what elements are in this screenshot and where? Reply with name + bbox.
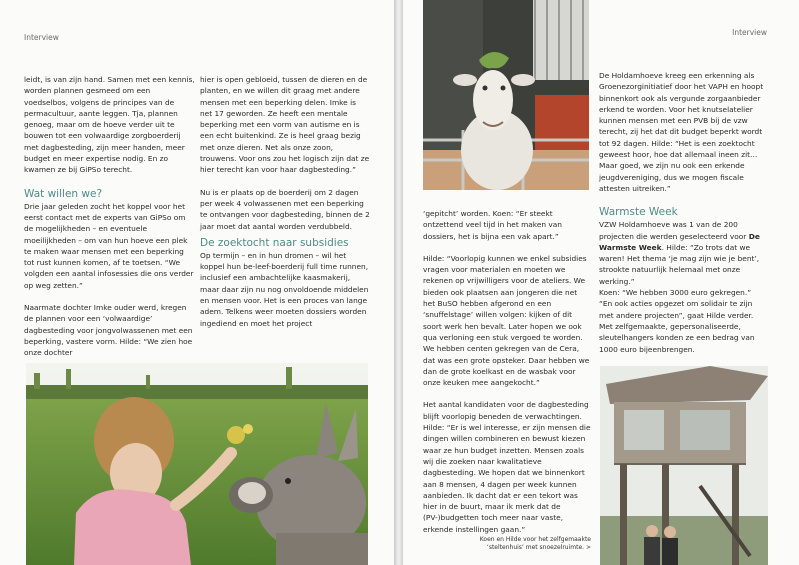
paragraph: “En ook acties opgezet om solidair te zijn met andere projecten”, gaat Hilde verder. — [599, 299, 754, 320]
caption-line: ‘steltenhuis’ met snoezelruimte. > — [486, 544, 591, 551]
paragraph — [599, 219, 769, 287]
running-head-left: Interview — [24, 33, 59, 42]
running-head-right: Interview — [732, 28, 767, 37]
paragraph: De Holdamhoeve kreeg een erkenning als Groenezorginitiatief door het VAPH en hoopt binnenkort ook als vergunde zorgaanbieder erkend te worden. Voor het knutselatelier kunnen mensen met een PVB bij de vzw terecht, zij het dat dit budget beperkt wordt tot 92 dagen. Hilde: “Het is een zoektocht geweest hoor, hoe dat allemaal ineen zit… Maar goed, we zijn nu ook een erkende jeugdvereniging, dus we mogen fiscale attesten uitreiken.” — [599, 71, 764, 193]
paragraph: hier is open gebloeid, tussen de dieren en de planten, en we willen dit graag met andere mensen met een beperking delen. Imke is net 17 geworden. Ze heeft een mentale beperking met een vorm van autisme en is een echt buitenkind. Ze is heel graag bezig met onze dieren. Net als onze zoon, trouwens. Voor ons zou het logisch zijn dat ze hier terecht kan voor haar dagbesteding.” — [200, 75, 370, 175]
text-bold: De Warmste Week — [599, 231, 760, 252]
photo-girl-donkey — [26, 363, 368, 565]
right-column-2 — [599, 70, 769, 355]
paragraph: ‘gepitcht’ worden. Koen: “Er steekt ontzettend veel tijd in het maken van dossiers, het is bijna een vak apart.” — [423, 209, 562, 241]
left-column-2 — [200, 74, 370, 340]
left-column-1 — [24, 74, 195, 370]
paragraph: Met zelfgemaakte, gepersonaliseerde, sleutelhangers konden ze een bedrag van 1000 euro bijeenbrengen. — [599, 321, 755, 354]
right-page — [403, 0, 799, 565]
paragraph: Koen: “We hebben 3000 euro gekregen.” — [599, 288, 752, 298]
paragraph: Hilde: “Voorlopig kunnen we enkel subsidies vragen voor materialen en moeten we rekenen op vrijwilligers voor de ateliers. We bieden ook plaatsen aan jongeren die net het BuSO hebben afgerond en een ‘snuffelstage’ willen volgen: kijken of dit soort werk hen bevalt. Later hopen we ook qua verloning een stuk vergoed te worden. We hebben centen gekregen van de Cera, dat was een grote opsteker. Daar hebben we dan de grote koelkast en de wasbak voor onze keuken mee aangekocht.” — [423, 253, 590, 388]
paragraph: Naarmate dochter Imke ouder werd, kregen de plannen voor een ‘volwaardige’ dagbesteding voor jongvolwassenen met een beperking, vastere vorm. Hilde: “We zien hoe onze dochter — [24, 303, 193, 358]
subheading-wat-willen-we: Wat willen we? — [24, 187, 103, 200]
paragraph: Drie jaar geleden zocht het koppel voor het eerst contact met de experts van GiPSo om de mogelijkheden – en eventuele moeilijkheden – om van hun hoeve een plek te maken waar mensen met een beperking tot rust kunnen komen, af te toetsen. “We volgden een aantal infosessies die ons verder op weg zetten.” — [24, 201, 194, 290]
paragraph: leidt, is van zijn hand. Samen met een kennis, worden plannen gesmeed om een voedselbos, volgens de principes van de permacultuur, aante leggen. Tja, plannen genoeg, maar om de hoeve verder uit te bouwen tot een volwaardige zorgboerderij met dagbesteding, zijn meer handen, meer budget en meer expertise nodig. En zo kwamen ze bij GiPSo terecht. — [24, 75, 195, 175]
paragraph: Nu is er plaats op de boerderij om 2 dagen per week 4 volwassenen met een beperking te ontvangen voor dagbesteding, binnen de 2 jaar moet dat aantal worden verdubbeld. — [200, 187, 370, 231]
photo-caption — [423, 536, 591, 552]
paragraph: Op termijn – en in hun dromen – wil het koppel hun be-leef-boerderij full time runnen, inclusief een ambachtelijke kaasmakerij, maar daar zijn nu nog onvoldoende middelen en mensen voor. Het is een proces van lange adem. Telkens weer moeten dossiers worden ingediend en moet het project — [200, 250, 369, 328]
page-gutter — [394, 0, 403, 565]
subheading-zoektocht: De zoektocht naar subsidies — [200, 236, 349, 249]
paragraph: Het aantal kandidaten voor de dagbesteding blijft voorlopig beneden de verwachtingen. Hilde: “Er is wel interesse, er zijn mensen die dingen willen combineren en bewust kiezen waar ze hun budget inzetten. Mensen zoals wij die zoeken naar kwalitatieve dagbesteding. We hopen dat we binnenkort aan 8 mensen, 4 dagen per week kunnen aanbieden. Ik dacht dat er een tekort was hier in de buurt, maar ik merk dat de (PV-)budgetten toch meer naar vaste, erkende instellingen gaan.” — [423, 400, 591, 534]
subheading-warmste-week: Warmste Week — [599, 206, 678, 219]
text-run: . Hilde: “Zo trots dat we waren! Het thema ‘je mag zijn wie je bent’, strookte natuurlijk helemaal met onze werking.” — [599, 242, 760, 286]
caption-line: Koen en Hilde voor het zelfgemaakte — [479, 536, 591, 543]
photo-stilt-house — [600, 366, 768, 565]
left-page — [0, 0, 394, 565]
right-column-1 — [423, 208, 591, 546]
text-run: VZW Holdamhoeve was 1 van de 200 projecten die werden geselecteerd voor — [599, 220, 749, 241]
photo-goat — [423, 0, 589, 190]
